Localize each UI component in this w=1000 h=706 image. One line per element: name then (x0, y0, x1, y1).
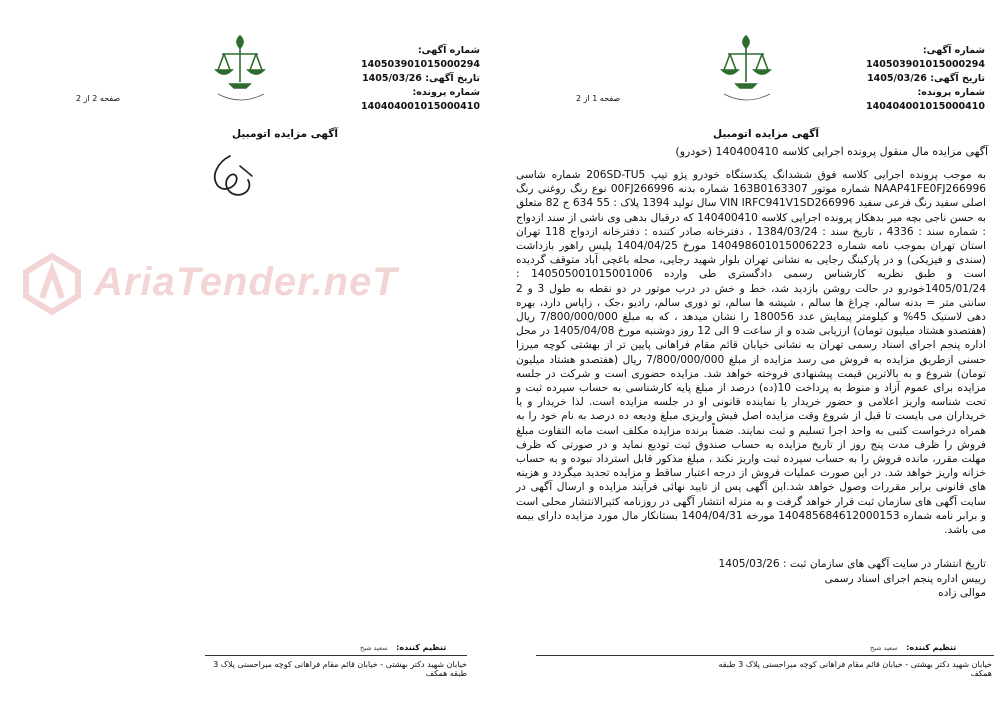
compiler-info (360, 643, 446, 652)
auction-notice-body: به موجب پرونده اجرایی کلاسه فوق ششدانگ یکدستگاه خودرو پژو تیپ 206SD-TU5 شماره شاسی NAAP41FE0FJ266996 شماره موتور 163B0163307 شماره بدنه 00FJ266996 نوع رنگ روغنی رنگ اصلی سفید رنگ فرعی سفید VIN IRFC941V1SD266996 سال تولید 1394 پلاک : 55 634 ج 82 متعلق به حسن ناجی بچه میر بدهکار پرونده اجرایی کلاسه 140400410 که درقبال بدهی وی ناشی از سند ازدواج : شماره سند : 4336 ، تاریخ سند : 1384/03/24 ، دفترخانه صادر کننده : دفترخانه ازدواج 118 تهران استان تهران بموجب نامه شماره 140498601015006223 مورخ 1404/04/25 پلیس راهور بازداشت (سندی و فیزیکی) و در پارکینگ رجایی به نشانی تهران بلوار شهید رجایی، محله باغچی آباد متوقف گردیده است و طبق نظریه کارشناس رسمی دادگستری طی وارده 140505001015001006 : 1405/01/24خودرو در حالت روشن بازدید شد، خط و خش در درب موتور در دو نقطه به طول 3 و 2 سانتی متر = بدنه سالم، چراغ ها سالم ، شیشه ها سالم، تو دوری سالم، رادیو ،جک ، زاپاس دارد، بهره دهی لاستیک 45% و کیلومتر پیمایش عدد 180056 را نشان میدهد ، که به مبلغ 7/800/000/000 ریال (هفتصدو هشتاد میلیون تومان) ارزیابی شده و از ساعت 9 الی 12 روز دوشنبه مورخ 1405/04/08 در محل اداره پنجم اجرای اسناد رسمی تهران به نشانی خیابان قائم مقام فراهانی پایین تر از بهشتی کوچه میرزا حسنی ازطریق مزایده به فروش می رسد مزایده از مبلغ 7/800/000/000 ریال (هفتصدو هشتاد میلیون تومان) شروع و به بالاترین قیمت پیشنهادی فروخته خواهد شد. مزایده حضوری است و شرکت در جلسه مزایده برای عموم آزاد و منوط به پرداخت 10(ده) درصد از مبلغ پایه کارشناسی به حساب سپرده ثبت و تحت شناسه واریز اعلامی و حضور خریدار یا نماینده قانونی او در جلسه مزایده است. لذا خریدار و یا خریداران می بایست تا قبل از شروع وقت مزایده اصل فیش واریزی مبلغ ودیعه ده درصد به نام خود را به همراه درخواست کتبی به واحد اجرا تسلیم و ثبت نمایند. ضمناً برنده مزایده مکلف است مابه التفاوت مبلغ فروش را ظرف مدت پنج روز از تاریخ مزایده به حساب صندوق ثبت تودیع نماید و در صورتی که ظرف مهلت مقرر، مانده فروش را به حساب سپرده ثبت واریز نکند ، مبلغ مذکور قابل استرداد نبوده و به حساب خزانه واریز خواهد شد. در این صورت عملیات فروش از درجه اعتبار ساقط و مزایده تجدید میگردد و هزینه های قانونی برابر مقررات وصول خواهد شد.این آگهی پس از تایید نهائی فرآیند مزایده و ارسال آگهی در سایت آگهی های سازمان ثبت قرار خواهد گرفت و به منزله انتشار آگهی در روزنامه کثیرالانتشار محلی است و برابر نامه شماره 140485684612000153 مورخه 1404/04/31 بستانکار مال مورد مزایده دارای بیمه می باشد. (516, 169, 986, 537)
ad-title: آگهی مزایده اتومبیل (232, 128, 338, 140)
notice-date-label: تاریخ آگهی: (425, 73, 480, 84)
footer-divider (536, 655, 994, 656)
notice-header (330, 44, 480, 114)
official-title: رییس اداره پنجم اجرای اسناد رسمی (824, 572, 986, 585)
case-number: 140404001015000410 (361, 101, 480, 112)
compiler-label: تنظیم کننده: (396, 643, 447, 652)
judiciary-emblem-icon (208, 30, 272, 110)
page-number: صفحه 2 از 2 (76, 94, 121, 103)
case-number-label: شماره پرونده: (412, 87, 480, 98)
compiler-name: سعید شیخ (870, 644, 898, 652)
case-number-label: شماره پرونده: (917, 87, 985, 98)
ariatender-watermark (20, 252, 398, 318)
footer-divider (205, 655, 467, 656)
ad-title: آگهی مزایده اتومبیل (713, 128, 819, 140)
office-address: خیابان شهید دکتر بهشتی - خیابان قائم مقام فراهانی کوچه میراحسنی پلاک 3 طبقه همکف (213, 660, 467, 678)
notice-header (820, 44, 985, 114)
watermark-text: AriaTender.neT (94, 260, 398, 304)
ad-subtitle: آگهی مزایده مال منقول پرونده اجرایی کلاسه 140400410 (خودرو) (675, 145, 988, 158)
notice-number-label: شماره آگهی: (922, 45, 985, 56)
notice-date: 1405/03/26 (867, 73, 927, 84)
notice-number: 140503901015000294 (866, 59, 985, 70)
notice-number-label: شماره آگهی: (417, 45, 480, 56)
notice-date: 1405/03/26 (362, 73, 422, 84)
publication-date-line: تاریخ انتشار در سایت آگهی های سازمان ثبت : 1405/03/26 (718, 558, 986, 570)
notice-signoff (516, 557, 986, 601)
office-address: خیابان شهید دکتر بهشتی - خیابان قائم مقام فراهانی کوچه میراحسنی پلاک 3 طبقه همکف (718, 660, 992, 678)
compiler-label: تنظیم کننده: (906, 643, 957, 652)
document-page-2 (0, 0, 490, 706)
signature-image (196, 146, 270, 212)
compiler-info (870, 643, 956, 652)
page-number: صفحه 1 از 2 (576, 94, 621, 103)
notice-number: 140503901015000294 (361, 59, 480, 70)
judiciary-emblem-icon (714, 30, 778, 110)
case-number: 140404001015000410 (866, 101, 985, 112)
document-page-1 (500, 0, 1000, 706)
ariatender-logo-icon (20, 252, 84, 316)
official-name: موالی زاده (938, 587, 986, 599)
compiler-name: سعید شیخ (360, 644, 388, 652)
notice-date-label: تاریخ آگهی: (930, 73, 985, 84)
